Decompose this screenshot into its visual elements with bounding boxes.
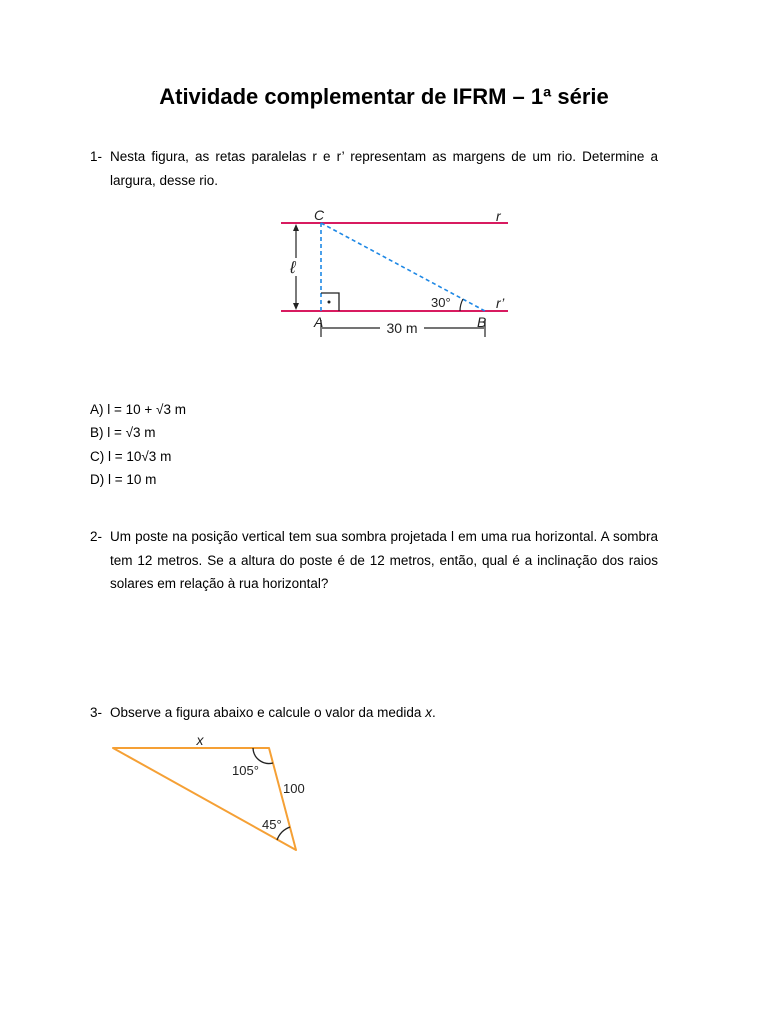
width-arrow-head-bottom — [293, 303, 299, 310]
label-b: B — [477, 314, 487, 330]
question-3 — [90, 701, 658, 725]
label-width: ℓ — [290, 258, 296, 277]
question-2 — [90, 525, 658, 596]
label-x: x — [196, 732, 204, 748]
option-c: C) l = 10√3 m — [90, 448, 172, 464]
label-r: r — [496, 208, 501, 224]
variable-x: x — [425, 705, 432, 720]
label-side: 100 — [283, 781, 305, 796]
label-c: C — [314, 207, 325, 223]
triangle-figure — [108, 730, 308, 854]
question-1 — [90, 145, 658, 192]
page-title: Atividade complementar de IFRM – 1ª série — [159, 84, 609, 109]
answer-options — [90, 398, 186, 491]
label-angle-top: 105° — [232, 763, 259, 778]
question-text: Observe a figura abaixo e calcule o valor da medida x. — [110, 705, 436, 720]
river-figure — [280, 204, 512, 340]
segment-cb — [321, 223, 485, 311]
width-arrow-head-top — [293, 224, 299, 231]
angle-arc — [460, 299, 463, 311]
question-number: 2- — [90, 529, 103, 544]
label-angle: 30° — [431, 295, 451, 310]
option-a: A) l = 10 + √3 m — [90, 402, 186, 417]
label-angle-bottom: 45° — [262, 817, 282, 832]
question-number: 1- — [90, 149, 103, 164]
option-d: D) l = 10 m — [90, 471, 157, 487]
question-number: 3- — [90, 705, 103, 720]
question-text: Um poste na posição vertical tem sua sombra projetada l em uma rua horizontal. A sombra tem 12 metros. Se a altura do poste é de 12 metros, então, qual é a inclinação dos raios solares em relação à rua horizontal? — [110, 529, 658, 591]
question-text: Nesta figura, as retas paralelas r e r’ representam as margens de um rio. Determine a largura, desse rio. — [110, 149, 658, 188]
right-angle-dot — [328, 301, 331, 304]
label-distance: 30 m — [386, 320, 418, 336]
label-a: A — [314, 314, 324, 330]
label-r-prime: r’ — [496, 295, 505, 311]
option-b: B) l = √3 m — [90, 425, 156, 441]
